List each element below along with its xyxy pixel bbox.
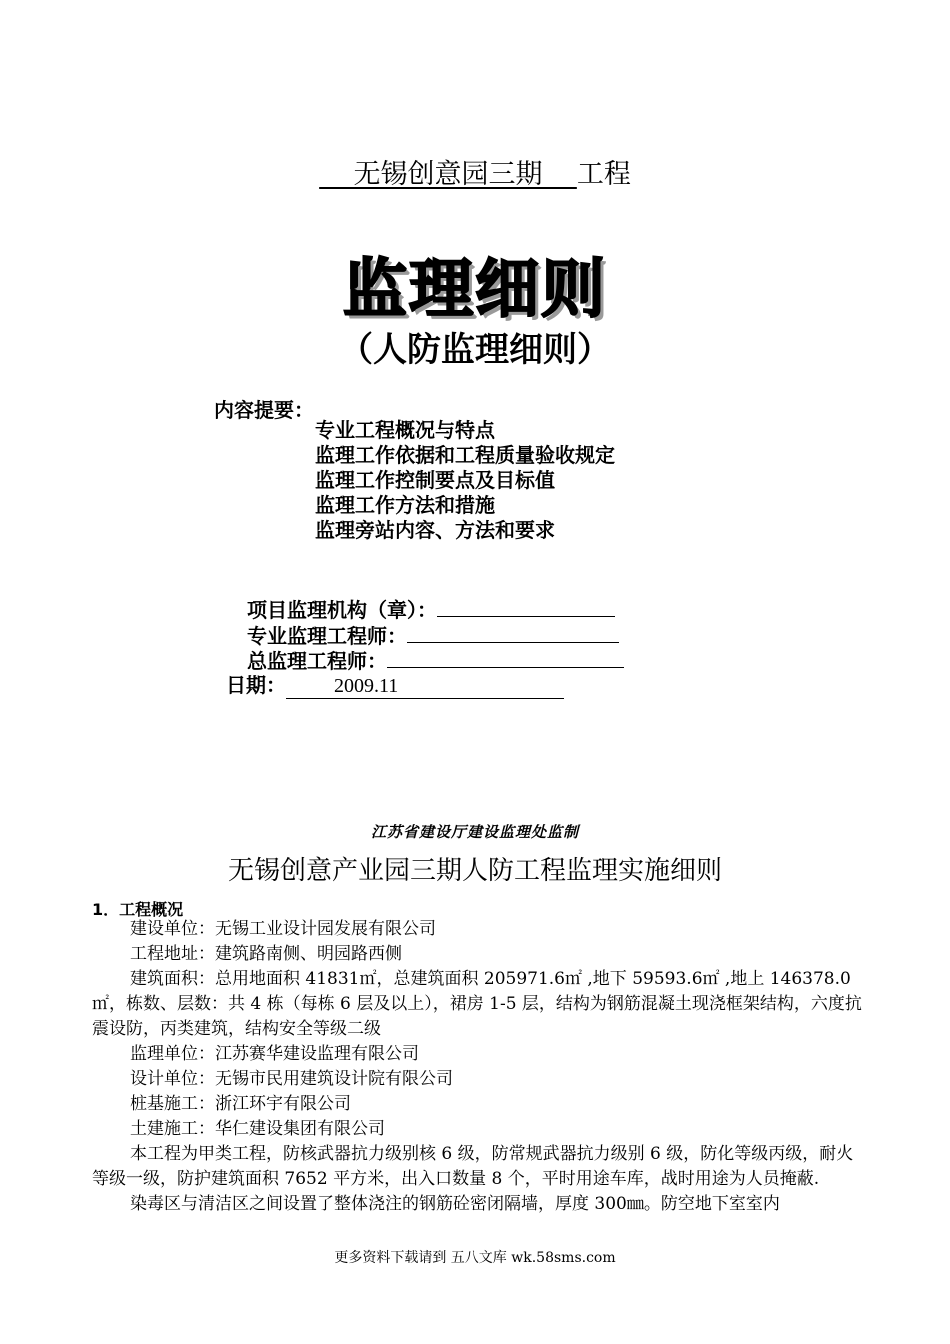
agency-label: 江苏省建设厅建设监理处监制 [370, 823, 579, 841]
engineer-signature-line [407, 624, 619, 643]
date-label: 日期： [226, 673, 286, 697]
paragraph: 建设单位：无锡工业设计园发展有限公司 [130, 919, 436, 939]
paragraph: 工程地址：建筑路南侧、明园路西侧 [130, 944, 402, 964]
section-title: 1．工程概况 [92, 900, 184, 919]
contents-item: 专业工程概况与特点 [315, 418, 495, 442]
chief-label: 总监理工程师： [247, 649, 387, 673]
org-signature-line [437, 598, 615, 617]
chief-signature-line [387, 649, 624, 668]
main-title: 监理细则 [343, 253, 607, 327]
paragraph: 建筑面积：总用地面积 41831㎡，总建筑面积 205971.6㎡ ,地下 59593.6㎡ ,地上 146378.0㎡，栋数、层数：共 4 栋（每栋 6 层及以上），裙房 1-5 层，结构为钢筋混凝土现浇框架结构，六度抗震设防，丙类建筑，结构安全等级二级 [92, 969, 862, 1039]
project-suffix: 工程 [576, 159, 631, 190]
contents-item: 监理工作控制要点及目标值 [315, 468, 555, 492]
engineer-label: 专业监理工程师： [247, 624, 407, 648]
contents-item: 监理工作方法和措施 [315, 493, 495, 517]
date-row [226, 669, 564, 699]
contents-title: 内容提要： [214, 398, 314, 422]
org-label: 项目监理机构（章）： [247, 598, 437, 622]
contents-list [315, 418, 615, 543]
paragraph: 桩基施工：浙江环宇有限公司 [130, 1094, 351, 1114]
contents-item: 监理旁站内容、方法和要求 [315, 518, 555, 542]
footer-link[interactable]: 更多资料下载请到 五八文库 wk.58sms.com [334, 1250, 616, 1266]
contents-item: 监理工作依据和工程质量验收规定 [315, 443, 615, 467]
document-title: 无锡创意产业园三期人防工程监理实施细则 [227, 856, 722, 886]
project-title [0, 152, 950, 191]
paragraph: 染毒区与清洁区之间设置了整体浇注的钢筋砼密闭隔墙，厚度 300㎜。防空地下室室内 [130, 1194, 780, 1214]
paragraph: 设计单位：无锡市民用建筑设计院有限公司 [130, 1069, 453, 1089]
paragraph: 本工程为甲类工程，防核武器抗力级别核 6 级，防常规武器抗力级别 6 级，防化等级丙级，耐火等级一级，防护建筑面积 7652 平方米，出入口数量 8 个，平时用途车库，战时用途为人员掩蔽. [92, 1144, 854, 1189]
date-value: 2009.11 [286, 675, 564, 699]
paragraph: 土建施工：华仁建设集团有限公司 [130, 1119, 385, 1139]
org-signature-row [247, 594, 615, 623]
paragraph: 监理单位：江苏赛华建设监理有限公司 [130, 1044, 419, 1064]
project-name: 无锡创意园三期 [353, 159, 543, 190]
subtitle: （人防监理细则） [339, 330, 611, 370]
document-body [92, 917, 862, 1217]
